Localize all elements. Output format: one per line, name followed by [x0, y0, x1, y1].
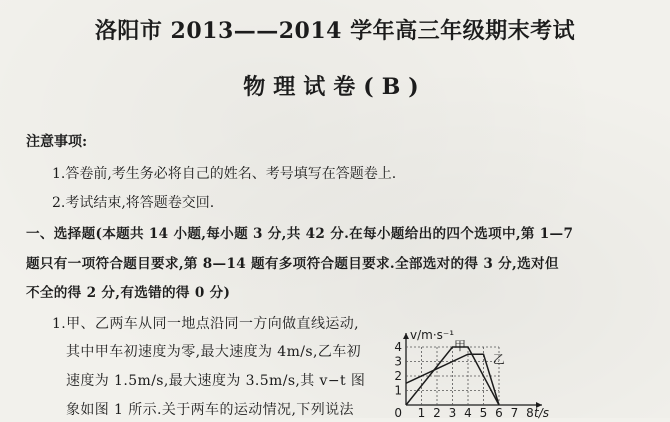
x-tick-label: 5 [479, 406, 488, 420]
question-1-line-4: 象如图 1 所示.关于两车的运动情况,下列说法 [66, 402, 354, 418]
series-jia-label: 甲 [454, 339, 467, 353]
page-subtitle: 物理试卷(B) [243, 74, 427, 100]
x-tick-label: 6 [495, 406, 503, 420]
vt-graph [388, 310, 668, 418]
x-tick-label: 1 [417, 406, 426, 420]
x-tick-label: 4 [464, 406, 472, 420]
page-title: 洛阳市 2013——2014 学年高三年级期末考试 [94, 18, 576, 44]
series-yi-label: 乙 [492, 352, 505, 367]
question-1-line-1: 1.甲、乙两车从同一地点沿同一方向做直线运动, [52, 316, 360, 332]
x-tick-label: 7 [510, 406, 519, 420]
x-axis-label: t/s [534, 406, 549, 420]
x-tick-label: 0 [394, 406, 402, 420]
notice-heading: 注意事项: [26, 134, 88, 150]
y-tick-label: 3 [394, 354, 402, 369]
notice-item-2: 2.考试结束,将答题卷交回. [52, 195, 215, 211]
question-1-line-3: 速度为 1.5m/s,最大速度为 3.5m/s,其 v−t 图 [66, 373, 366, 389]
x-tick-label: 8 [526, 406, 534, 420]
x-tick-label: 3 [448, 406, 457, 420]
notice-item-1: 1.答卷前,考生务必将自己的姓名、考号填写在答题卷上. [52, 166, 397, 182]
vt-graph-svg [388, 310, 668, 418]
y-axis-label: v/m·s⁻¹ [410, 328, 455, 342]
y-tick-label: 4 [394, 340, 402, 354]
y-axis-arrow [403, 333, 409, 339]
y-tick-label: 1 [394, 383, 402, 398]
section-instruction-line-3: 不全的得 2 分,有选错的得 0 分) [26, 285, 231, 301]
x-tick-label: 2 [433, 406, 441, 420]
question-1-line-2: 其中甲车初速度为零,最大速度为 4m/s,乙车初 [66, 344, 362, 360]
y-tick-label: 2 [394, 369, 402, 383]
section-instruction-line-2: 题只有一项符合题目要求,第 8—14 题有多项符合题目要求.全部选对的得 3 分,选对但 [26, 256, 559, 272]
section-instruction-line-1: 一、选择题(本题共 14 小题,每小题 3 分,共 42 分.在每小题给出的四个选项中,第 1—7 [26, 226, 574, 242]
